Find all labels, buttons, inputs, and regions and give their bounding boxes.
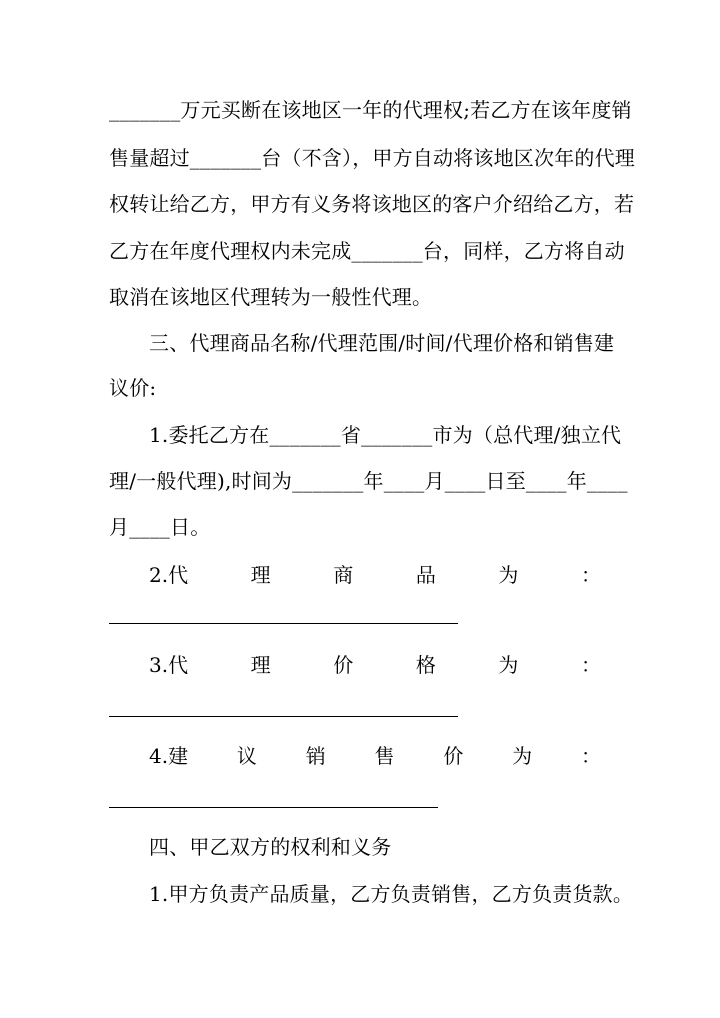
item-4-label [149, 742, 601, 770]
section-4-item-1: 1.甲方负责产品质量，乙方负责销售，乙方负责货款。 [149, 882, 634, 906]
paragraph-line: 权转让给乙方，甲方有义务将该地区的客户介绍给乙方，若 [109, 192, 635, 216]
item-2-char: 品 [415, 563, 436, 587]
item-3-label [149, 651, 601, 679]
item-3-char: 价 [333, 653, 354, 677]
paragraph-line: 售量超过_______台（不含），甲方自动将该地区次年的代理 [109, 146, 635, 170]
item-3-char: 理 [250, 653, 271, 677]
paragraph-line: 乙方在年度代理权内未完成_______台，同样，乙方将自动 [109, 239, 625, 263]
item-3-char: ： [580, 653, 601, 677]
item-4-char: 销 [305, 744, 326, 768]
item-4-char: 售 [374, 744, 395, 768]
item-3-blank-line [109, 716, 458, 717]
item-4-char: ： [580, 744, 601, 768]
item-1-line: 月____日。 [109, 515, 211, 539]
item-2-char: ： [580, 563, 601, 587]
section-3-heading-cont: 议价: [109, 376, 157, 400]
item-4-char: 议 [236, 744, 257, 768]
item-2-label [149, 561, 601, 589]
item-3-char: 3.代 [149, 653, 189, 677]
paragraph-line: _______万元买断在该地区一年的代理权;若乙方在该年度销 [109, 98, 632, 122]
section-3-heading: 三、代理商品名称/代理范围/时间/代理价格和销售建 [149, 331, 615, 355]
item-2-char: 商 [333, 563, 354, 587]
item-3-char: 为 [498, 653, 519, 677]
item-1-line: 1.委托乙方在_______省_______市为（总代理/独立代 [149, 423, 622, 447]
item-2-char: 2.代 [149, 563, 189, 587]
item-2-char: 为 [498, 563, 519, 587]
item-2-char: 理 [250, 563, 271, 587]
item-3-char: 格 [415, 653, 436, 677]
item-4-char: 为 [512, 744, 533, 768]
item-4-char: 4.建 [149, 744, 189, 768]
item-1-line: 理/一般代理),时间为_______年____月____日至____年____ [109, 469, 628, 493]
paragraph-line: 取消在该地区代理转为一般性代理。 [109, 285, 433, 309]
item-2-blank-line [109, 623, 458, 624]
item-4-blank-line [109, 807, 438, 808]
item-4-char: 价 [443, 744, 464, 768]
section-4-heading: 四、甲乙双方的权利和义务 [149, 835, 392, 859]
